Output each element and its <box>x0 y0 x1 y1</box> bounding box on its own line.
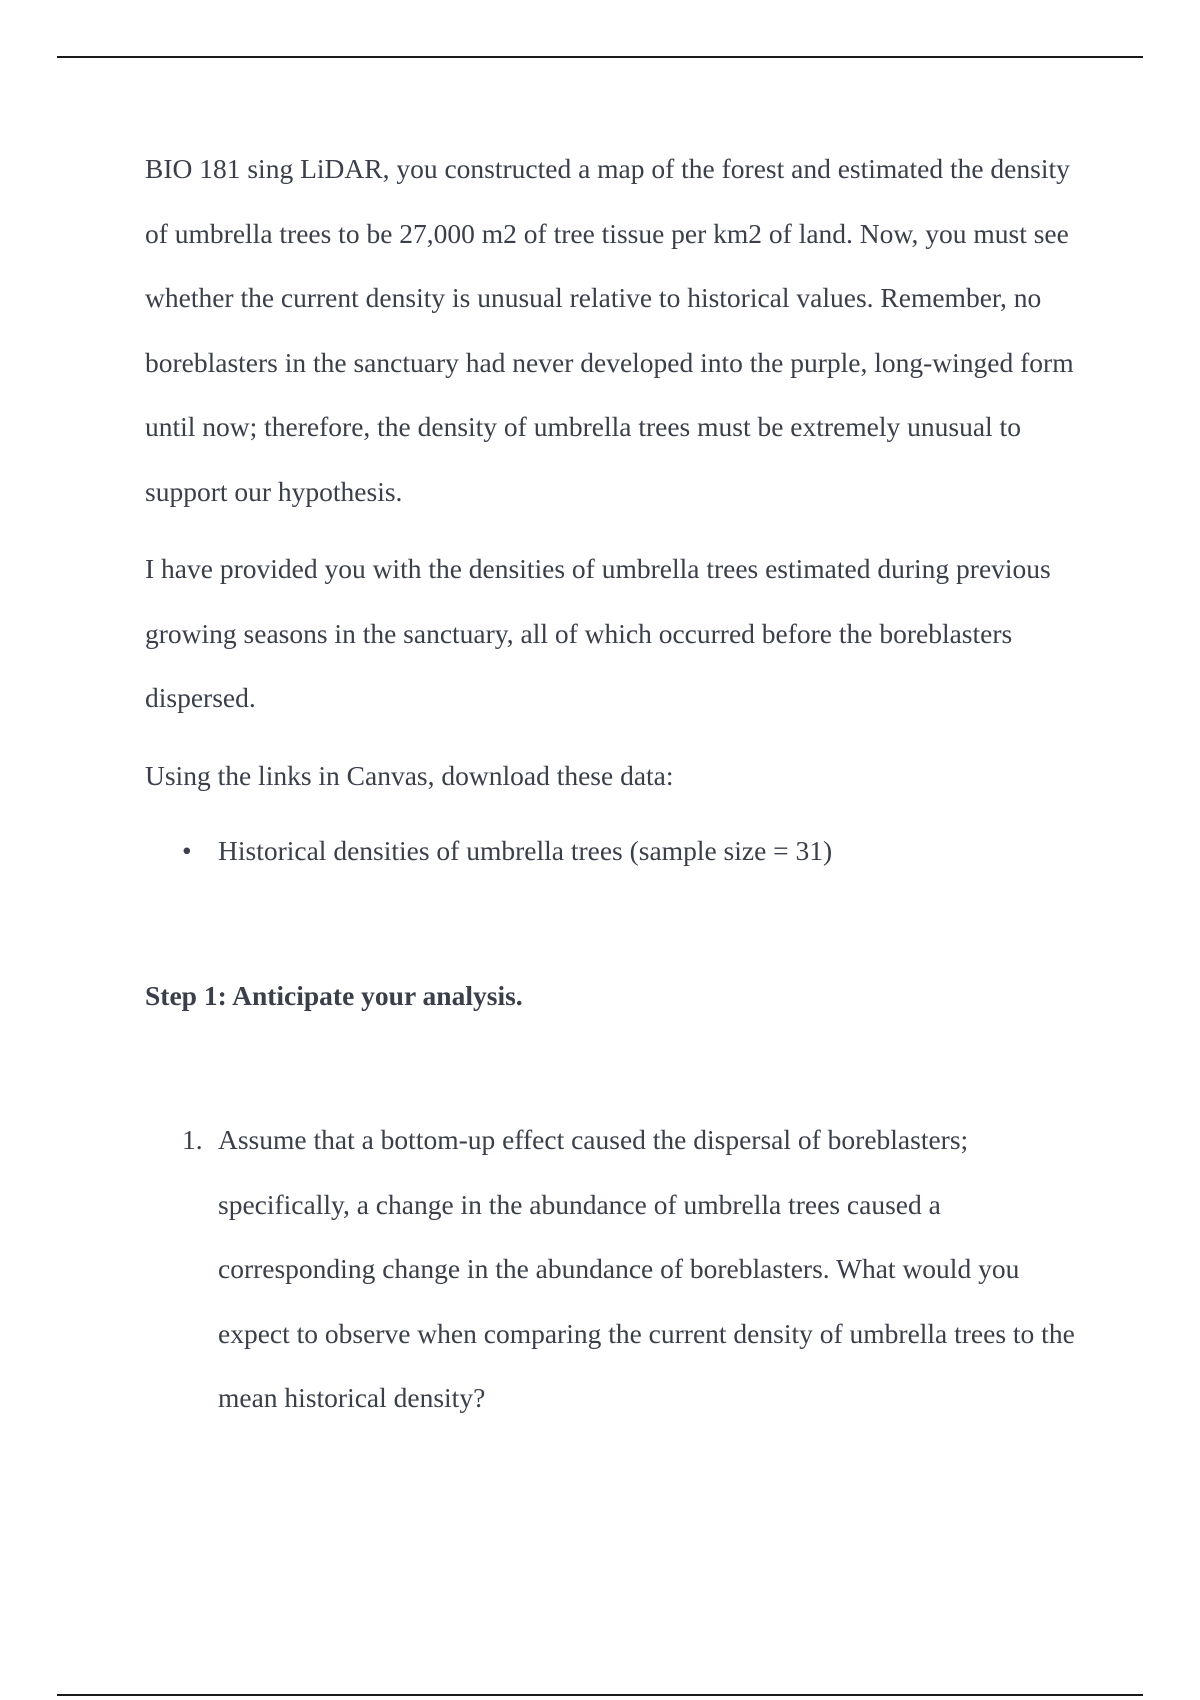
question-item <box>145 1108 1075 1431</box>
step-heading: Step 1: Anticipate your analysis. <box>145 979 523 1011</box>
list-item <box>145 819 1075 884</box>
footer-rule <box>57 1694 1143 1696</box>
header-rule <box>57 56 1143 58</box>
paragraph-intro: BIO 181 sing LiDAR, you constructed a map of the forest and estimated the density of umbrella trees to be 27,000 m2 of tree tissue per km2 of land. Now, you must see whether the current density is unusual relative to historical values. Remember, no boreblasters in the sanctuary had never developed into the purple, long-winged form until now; therefore, the density of umbrella trees must be extremely unusual to support our hypothesis. <box>145 153 1074 507</box>
document-body <box>145 137 1075 1431</box>
data-list <box>145 819 1075 884</box>
paragraph-canvas-links: Using the links in Canvas, download these data: <box>145 759 674 791</box>
paragraph-historical-data: I have provided you with the densities of umbrella trees estimated during previous growing seasons in the sanctuary, all of which occurred before the boreblasters dispersed. <box>145 553 1051 713</box>
question-text: Assume that a bottom-up effect caused the dispersal of boreblasters; specifically, a change in the abundance of umbrella trees caused a corresponding change in the abundance of boreblasters. What would you expect to observe when comparing the current density of umbrella trees to the mean historical density? <box>218 1124 1075 1413</box>
list-item-text: Historical densities of umbrella trees (sample size = 31) <box>218 835 833 866</box>
bullet-marker: • <box>182 835 192 866</box>
question-list <box>145 1108 1075 1431</box>
question-number: 1. <box>182 1124 203 1155</box>
